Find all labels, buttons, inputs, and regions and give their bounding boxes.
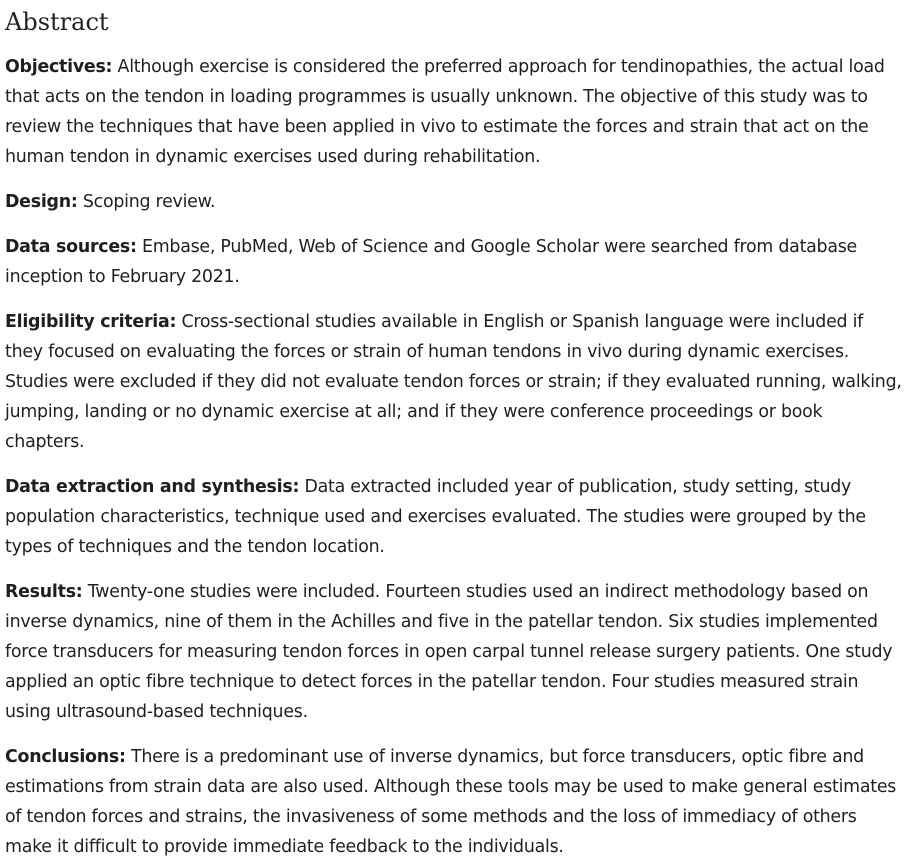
section-label: Data extraction and synthesis: [5, 477, 300, 497]
section-label: Eligibility criteria: [5, 312, 177, 332]
data-extraction-paragraph [5, 472, 905, 562]
section-text: Twenty-one studies were included. Fourteen studies used an indirect methodology based on inverse dynamics, nine of them in the Achilles and five in the patellar tendon. Six studies implemented force transducers for measuring tendon forces in open carpal tunnel release surgery patients. One study applied an optic fibre technique to detect forces in the patellar tendon. Four studies measured strain using ultrasound-based techniques. [5, 582, 893, 722]
eligibility-criteria-paragraph [5, 307, 905, 457]
section-text: Cross-sectional studies available in English or Spanish language were included if they focused on evaluating the forces or strain of human tendons in vivo during dynamic exercises. Studies were excluded if they did not evaluate tendon forces or strain; if they evaluated running, walking, jumping, landing or no dynamic exercise at all; and if they were conference proceedings or book chapters. [5, 312, 902, 452]
conclusions-paragraph [5, 742, 905, 862]
results-paragraph [5, 577, 905, 727]
section-text: There is a predominant use of inverse dynamics, but force transducers, optic fibre and estimations from strain data are also used. Although these tools may be used to make general estimates of tendon forces and strains, the invasiveness of some methods and the loss of immediacy of others make it difficult to provide immediate feedback to the individuals. [5, 747, 897, 857]
section-label: Data sources: [5, 237, 137, 257]
data-sources-paragraph [5, 232, 905, 292]
section-label: Objectives: [5, 57, 113, 77]
section-text: Embase, PubMed, Web of Science and Google Scholar were searched from database inception to February 2021. [5, 237, 857, 287]
section-text: Data extracted included year of publication, study setting, study population characteristics, technique used and exercises evaluated. The studies were grouped by the types of techniques and the tendon location. [5, 477, 866, 557]
abstract-section [0, 7, 905, 862]
design-paragraph [5, 187, 905, 217]
section-label: Design: [5, 192, 78, 212]
section-text: Scoping review. [82, 192, 216, 212]
section-label: Results: [5, 582, 83, 602]
objectives-paragraph [5, 52, 905, 172]
section-text: Although exercise is considered the preferred approach for tendinopathies, the actual load that acts on the tendon in loading programmes is usually unknown. The objective of this study was to review the techniques that have been applied in vivo to estimate the forces and strain that act on the human tendon in dynamic exercises used during rehabilitation. [5, 57, 885, 167]
abstract-heading: Abstract [5, 8, 109, 36]
section-label: Conclusions: [5, 747, 126, 767]
